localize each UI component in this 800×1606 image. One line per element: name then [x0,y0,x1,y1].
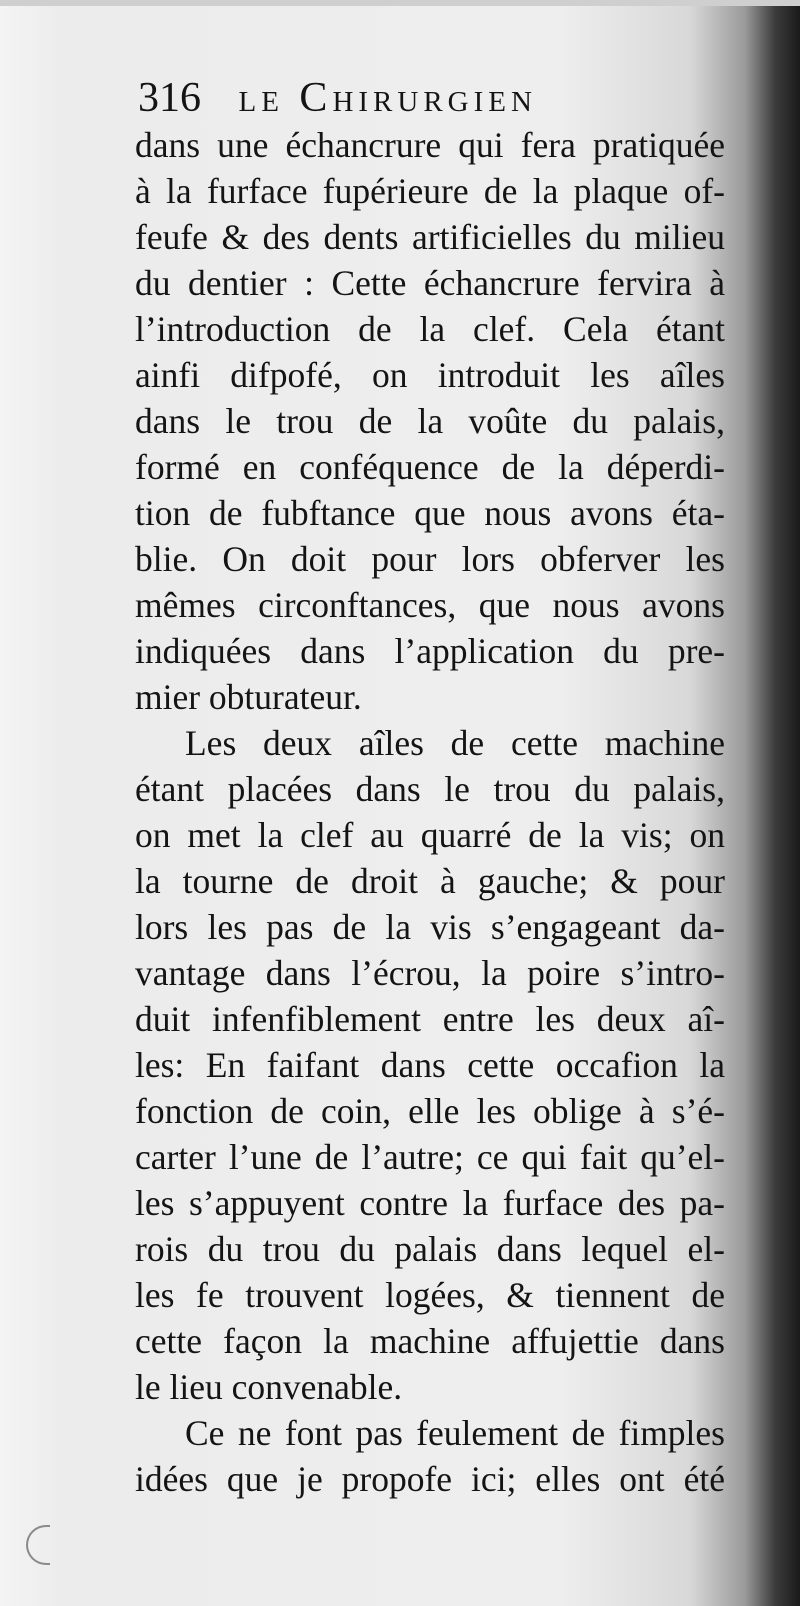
text-line: Les deux aîles de cette machine [185,723,725,763]
running-head: le Chirurgien [238,75,537,121]
text-line: l’introduction de la clef. Cela étant [135,309,725,349]
text-line: les fe trouvent logées, & tiennent de [135,1275,725,1315]
text-line: tion de fubftance que nous avons éta- [135,493,725,533]
text-line: ainfi difpofé, on introduit les aîles [135,355,725,395]
text-line: à la furface fupérieure de la plaque of- [135,171,725,211]
text-line: dans le trou de la voûte du palais, [135,401,725,441]
page-header [138,70,658,126]
text-line: duit infenfiblement entre les deux aî- [135,999,725,1039]
text-line: idées que je propofe ici; elles ont été [135,1459,725,1499]
text-line: les: En faifant dans cette occafion la [135,1045,725,1085]
text-line: rois du trou du palais dans lequel el- [135,1229,725,1269]
page-top-edge [0,0,800,6]
text-line: indiquées dans l’application du pre- [135,631,725,671]
text-line: le lieu convenable. [135,1367,403,1407]
text-line: la tourne de droit à gauche; & pour [135,861,725,901]
text-line: on met la clef au quarré de la vis; on [135,815,725,855]
text-line: vantage dans l’écrou, la poire s’intro- [135,953,725,993]
text-line: formé en conféquence de la déperdi- [135,447,725,487]
text-line: carter l’une de l’autre; ce qui fait qu’el- [135,1137,725,1177]
text-line: Ce ne font pas feulement de fimples [185,1413,725,1453]
text-line: mier obturateur. [135,677,362,717]
text-line: blie. On doit pour lors obferver les [135,539,725,579]
text-line: cette façon la machine affujettie dans [135,1321,725,1361]
text-line: du dentier : Cette échancrure fervira à [135,263,725,303]
text-line: dans une échancrure qui fera pratiquée [135,125,725,165]
text-line: mêmes circonftances, que nous avons [135,585,725,625]
text-line: fonction de coin, elle les oblige à s’é- [135,1091,725,1131]
text-line: étant placées dans le trou du palais, [135,769,725,809]
text-line: feufe & des dents artificielles du milieu [135,217,725,257]
text-line: lors les pas de la vis s’engageant da- [135,907,725,947]
page-number: 316 [138,75,201,121]
text-line: les s’appuyent contre la furface des pa- [135,1183,725,1223]
